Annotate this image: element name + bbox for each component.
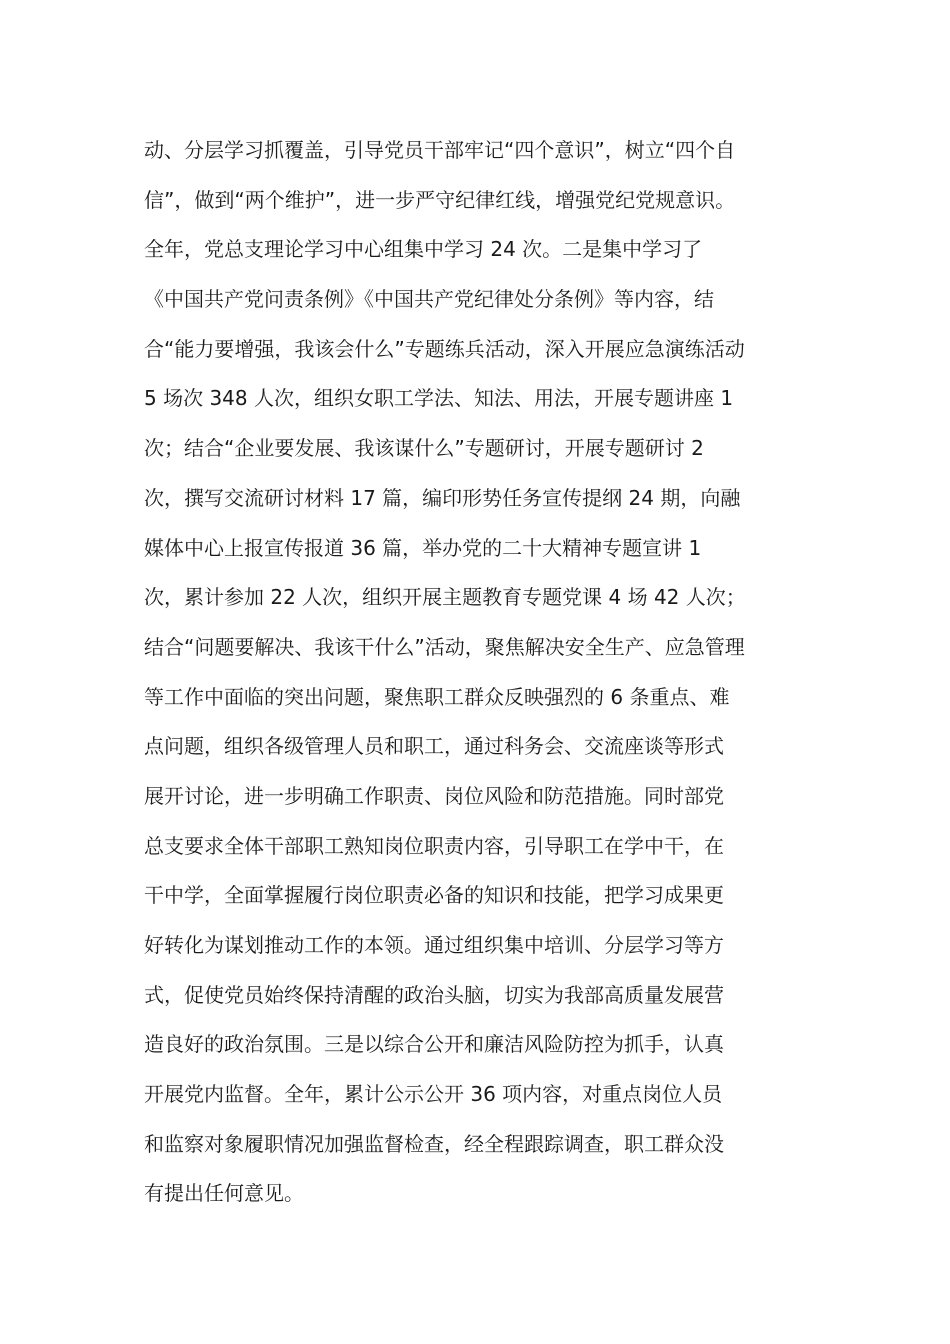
text-line: 总支要求全体干部职工熟知岗位职责内容，引导职工在学中干，在 [144, 833, 724, 858]
text-line: 结合“问题要解决、我该干什么”活动，聚焦解决安全生产、应急管理 [144, 634, 745, 659]
text-line: 动、分层学习抓覆盖，引导党员干部牢记“四个意识”，树立“四个自 [144, 138, 736, 162]
text-line: 和监察对象履职情况加强监督检查，经全程跟踪调查，职工群众没 [144, 1131, 724, 1156]
text-line: 次；结合“企业要发展、我该谋什么”专题研讨，开展专题研讨 2 [144, 436, 704, 461]
text-line: 次，累计参加 22 人次，组织开展主题教育专题党课 4 场 42 人次； [144, 585, 746, 610]
text-line: 造良好的政治氛围。三是以综合公开和廉洁风险防控为抓手，认真 [144, 1032, 724, 1057]
text-line: 干中学，全面掌握履行岗位职责必备的知识和技能，把学习成果更 [144, 883, 724, 908]
text-line: 媒体中心上报宣传报道 36 篇，举办党的二十大精神专题宣讲 1 [144, 535, 702, 560]
body-paragraph [144, 126, 824, 1219]
text-line: 次，撰写交流研讨材料 17 篇，编印形势任务宣传提纲 24 期，向融 [144, 485, 741, 510]
text-line: 开展党内监督。全年，累计公示公开 36 项内容，对重点岗位人员 [144, 1082, 723, 1107]
text-line: 好转化为谋划推动工作的本领。通过组织集中培训、分层学习等方 [144, 933, 724, 957]
text-line: 等工作中面临的突出问题，聚焦职工群众反映强烈的 6 条重点、难 [144, 684, 730, 709]
text-line: 信”，做到“两个维护”，进一步严守纪律红线，增强党纪党规意识。 [144, 187, 736, 212]
text-line: 点问题，组织各级管理人员和职工，通过科务会、交流座谈等形式 [144, 734, 724, 759]
text-line: 有提出任何意见。 [144, 1181, 304, 1206]
text-line: 《中国共产党问责条例》《中国共产党纪律处分条例》等内容，结 [144, 287, 714, 312]
text-line: 全年，党总支理论学习中心组集中学习 24 次。二是集中学习了 [144, 237, 703, 262]
text-line: 5 场次 348 人次，组织女职工学法、知法、用法，开展专题讲座 1 [144, 386, 734, 411]
text-line: 式，促使党员始终保持清醒的政治头脑，切实为我部高质量发展营 [144, 982, 724, 1007]
text-line: 展开讨论，进一步明确工作职责、岗位风险和防范措施。同时部党 [144, 783, 724, 808]
text-line: 合“能力要增强，我该会什么”专题练兵活动，深入开展应急演练活动 [144, 336, 745, 361]
